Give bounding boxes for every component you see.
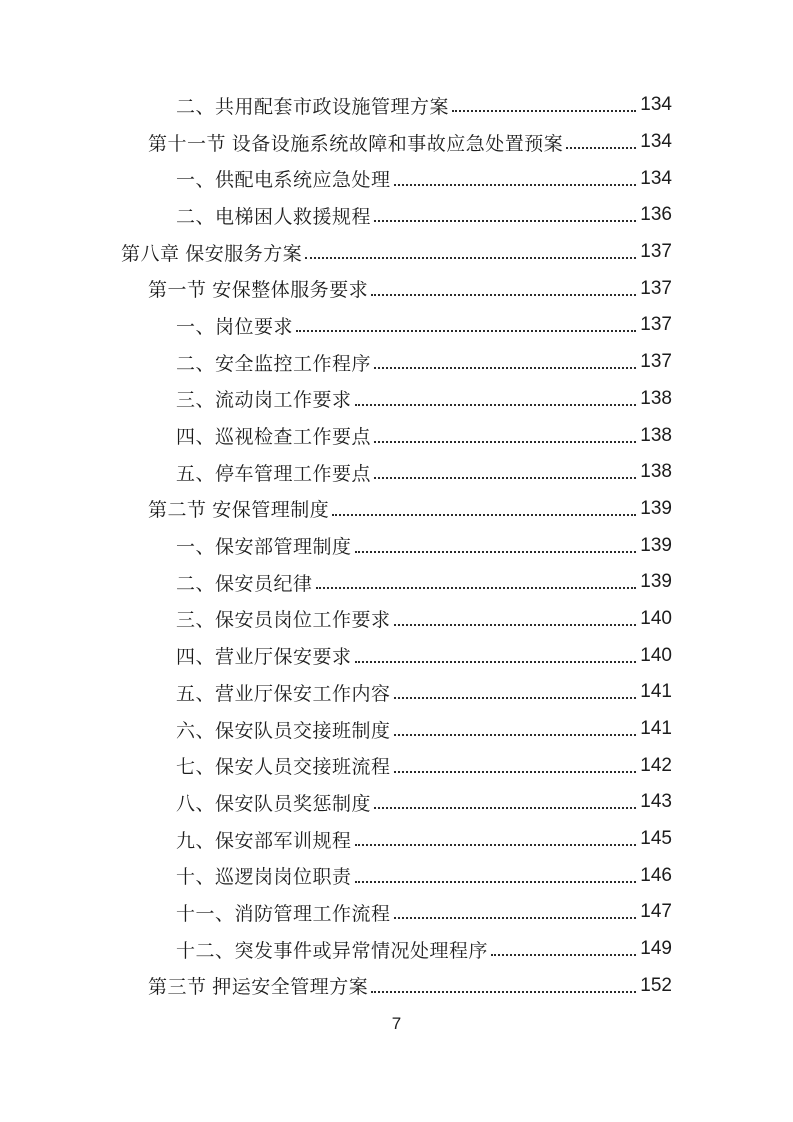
toc-entry-page-number: 142 [640, 754, 672, 776]
dot-leader [374, 477, 636, 479]
toc-entry-page-number: 146 [640, 864, 672, 886]
toc-entry-page-number: 138 [640, 461, 672, 483]
toc-entry-label: 十二、突发事件或异常情况处理程序 [176, 940, 489, 962]
toc-entry-label: 二、共用配套市政设施管理方案 [176, 96, 450, 118]
toc-entry-label: 二、安全监控工作程序 [176, 353, 372, 375]
toc-entry-label: 三、流动岗工作要求 [176, 390, 352, 412]
dot-leader [374, 441, 636, 443]
toc-entry[interactable] [121, 637, 672, 674]
toc-entry[interactable] [121, 491, 672, 528]
toc-entry-label: 五、停车管理工作要点 [176, 463, 372, 485]
dot-leader [316, 587, 637, 589]
toc-entry-label: 六、保安队员交接班制度 [176, 720, 391, 742]
toc-entry-label: 一、供配电系统应急处理 [176, 170, 391, 192]
dot-leader [374, 367, 636, 369]
toc-entry-page-number: 137 [640, 314, 672, 336]
toc-entry-label: 第三节 押运安全管理方案 [148, 977, 369, 999]
toc-entry[interactable] [121, 454, 672, 491]
toc-entry-label: 十、巡逻岗岗位职责 [176, 867, 352, 889]
dot-leader [371, 294, 636, 296]
dot-leader [566, 147, 636, 149]
footer-page-number: 7 [391, 1014, 402, 1033]
toc-entry-label: 五、营业厅保安工作内容 [176, 683, 391, 705]
toc-entry-label: 第一节 安保整体服务要求 [148, 280, 369, 302]
toc-entry[interactable] [121, 307, 672, 344]
toc-entry[interactable] [121, 564, 672, 601]
dot-leader [355, 881, 637, 883]
dot-leader [296, 330, 636, 332]
dot-leader [355, 404, 637, 406]
dot-leader [374, 807, 636, 809]
toc-entry-label: 九、保安部军训规程 [176, 830, 352, 852]
toc-entry-label: 一、保安部管理制度 [176, 537, 352, 559]
toc-entry-label: 三、保安员岗位工作要求 [176, 610, 391, 632]
dot-leader [371, 991, 636, 993]
toc-entry-label: 二、电梯困人救援规程 [176, 206, 372, 228]
dot-leader [355, 661, 637, 663]
toc-entry-label: 十一、消防管理工作流程 [176, 903, 391, 925]
toc-entry-page-number: 138 [640, 424, 672, 446]
toc-entry-label: 二、保安员纪律 [176, 573, 313, 595]
toc-entry-page-number: 141 [640, 681, 672, 703]
dot-leader [452, 110, 636, 112]
toc-entry-page-number: 143 [640, 791, 672, 813]
toc-entry-page-number: 149 [640, 938, 672, 960]
toc-entry[interactable] [121, 417, 672, 454]
toc-entry-page-number: 134 [640, 131, 672, 153]
toc-entry[interactable] [121, 784, 672, 821]
toc-entry[interactable] [121, 711, 672, 748]
dot-leader [332, 514, 636, 516]
toc-entry-page-number: 136 [640, 204, 672, 226]
toc-entry[interactable] [121, 857, 672, 894]
toc-entry-page-number: 134 [640, 94, 672, 116]
toc-entry-label: 四、营业厅保安要求 [176, 647, 352, 669]
toc-entry-label: 四、巡视检查工作要点 [176, 427, 372, 449]
toc-entry[interactable] [121, 124, 672, 161]
toc-entry-page-number: 145 [640, 828, 672, 850]
toc-entry[interactable] [121, 160, 672, 197]
toc-entry-page-number: 138 [640, 387, 672, 409]
toc-entry[interactable] [121, 234, 672, 271]
table-of-contents [121, 87, 672, 1004]
toc-entry-page-number: 141 [640, 718, 672, 740]
toc-entry[interactable] [121, 747, 672, 784]
toc-entry-page-number: 134 [640, 167, 672, 189]
toc-entry-page-number: 137 [640, 277, 672, 299]
toc-entry-label: 一、岗位要求 [176, 316, 294, 338]
dot-leader [394, 624, 637, 626]
toc-entry-page-number: 140 [640, 644, 672, 666]
toc-entry-page-number: 147 [640, 901, 672, 923]
dot-leader [374, 220, 636, 222]
toc-entry-page-number: 152 [640, 974, 672, 996]
toc-entry-page-number: 137 [640, 351, 672, 373]
dot-leader [355, 844, 637, 846]
toc-entry[interactable] [121, 197, 672, 234]
toc-entry-label: 第二节 安保管理制度 [148, 500, 330, 522]
toc-entry-page-number: 139 [640, 534, 672, 556]
toc-entry[interactable] [121, 270, 672, 307]
toc-entry[interactable] [121, 344, 672, 381]
dot-leader [394, 734, 637, 736]
toc-entry-page-number: 140 [640, 607, 672, 629]
toc-entry[interactable] [121, 87, 672, 124]
dot-leader [305, 257, 636, 259]
dot-leader [394, 771, 637, 773]
dot-leader [491, 954, 636, 956]
toc-entry[interactable] [121, 674, 672, 711]
toc-entry[interactable] [121, 601, 672, 638]
dot-leader [394, 184, 637, 186]
toc-entry[interactable] [121, 894, 672, 931]
toc-entry-label: 七、保安人员交接班流程 [176, 757, 391, 779]
toc-entry[interactable] [121, 968, 672, 1005]
dot-leader [394, 697, 637, 699]
toc-entry[interactable] [121, 821, 672, 858]
toc-entry-label: 第十一节 设备设施系统故障和事故应急处置预案 [148, 133, 564, 155]
toc-entry-label: 第八章 保安服务方案 [121, 243, 303, 265]
toc-entry-page-number: 139 [640, 497, 672, 519]
toc-entry[interactable] [121, 527, 672, 564]
toc-entry[interactable] [121, 381, 672, 418]
dot-leader [394, 917, 637, 919]
toc-entry-page-number: 137 [640, 241, 672, 263]
toc-entry[interactable] [121, 931, 672, 968]
dot-leader [355, 551, 637, 553]
toc-entry-page-number: 139 [640, 571, 672, 593]
toc-entry-label: 八、保安队员奖惩制度 [176, 793, 372, 815]
